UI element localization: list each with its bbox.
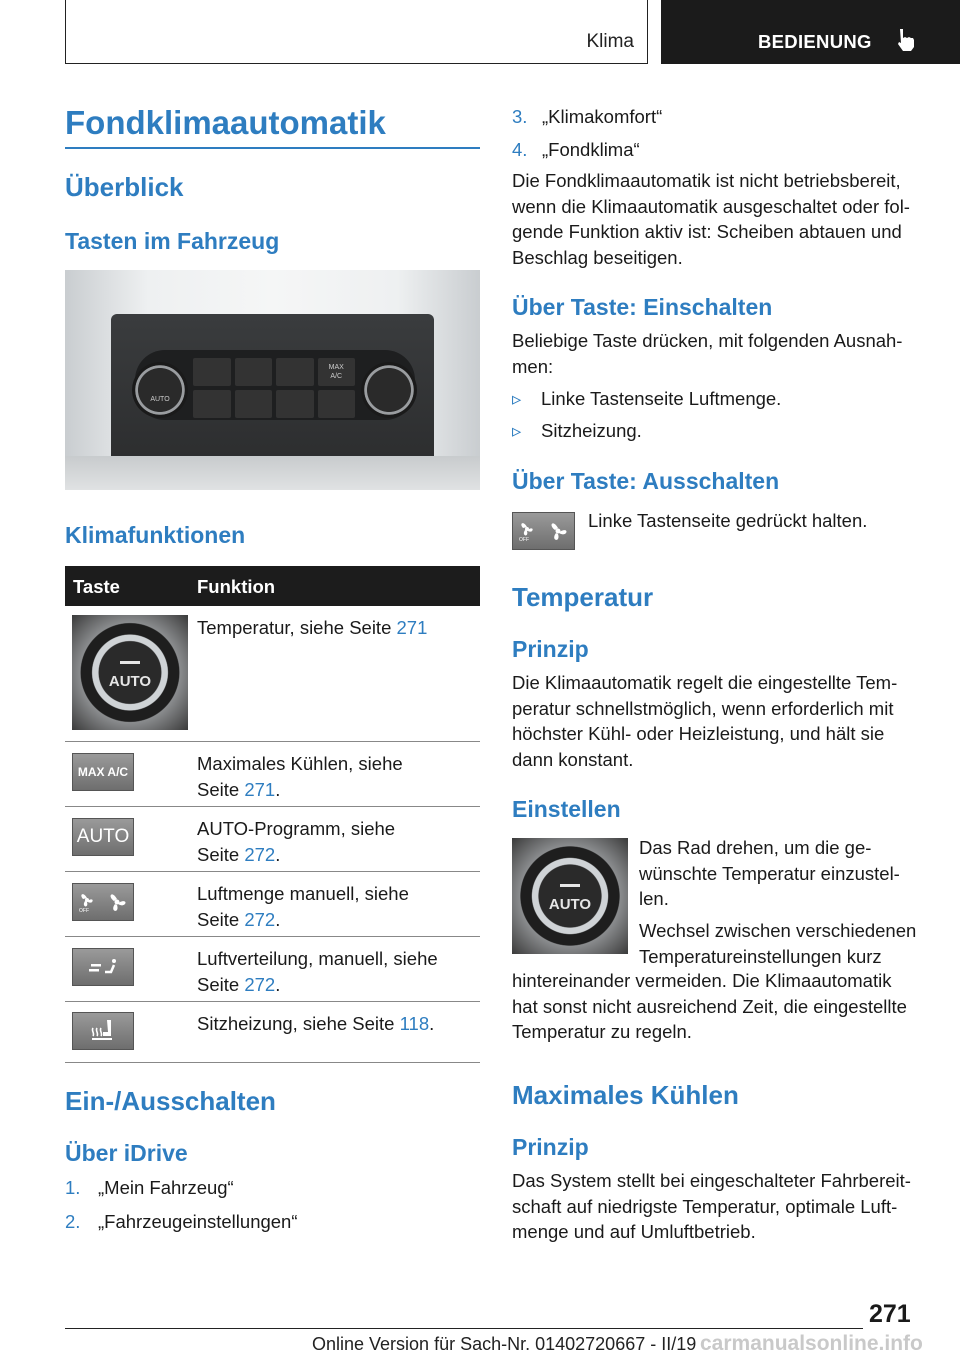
- text-line: Temperatur zu regeln.: [512, 1021, 692, 1042]
- row-max-cool-text: Maximales Kühlen, siehe: [197, 753, 403, 774]
- row-air-distribution-after: .: [275, 973, 281, 995]
- panel-ac-label: A/C: [330, 373, 343, 380]
- principle2-paragraph: [512, 1168, 932, 1245]
- step-item: [65, 1175, 234, 1201]
- onoff-heading: Ein-/Ausschalten: [65, 1086, 276, 1116]
- text-line: Wechsel zwischen verschiedenen: [639, 920, 917, 941]
- step-item: [512, 137, 640, 163]
- step-text: „Fahrzeugeinstellungen“: [98, 1211, 298, 1232]
- row-seat-heating-after: .: [429, 1013, 435, 1034]
- row-fan-text2: Seite: [197, 908, 245, 930]
- functions-table: [65, 566, 480, 1063]
- fan-off-label: OFF: [79, 908, 89, 913]
- col-header-button: Taste: [73, 576, 120, 597]
- panel-auto-label: AUTO: [150, 396, 170, 403]
- text-line: Beliebige Taste drücken, mit folgenden Ausnah-: [512, 330, 903, 351]
- table-row: [65, 606, 480, 742]
- fan-speed-icon: [512, 512, 575, 550]
- header-section-label: Klima: [586, 31, 634, 52]
- page-number: 271: [869, 1300, 911, 1328]
- row-fan-text: Luftmenge manuell, siehe: [197, 883, 409, 904]
- bullet-item: ▹ Sitzheizung.: [512, 418, 642, 444]
- row-max-cool-text2: Seite: [197, 778, 245, 800]
- title-rule: [65, 147, 480, 149]
- buttons-heading: Tasten im Fahrzeug: [65, 228, 280, 254]
- table-row: [65, 742, 480, 807]
- text-line: menge und auf Umluftbetrieb.: [512, 1221, 756, 1242]
- panel-max-label: MAX: [328, 364, 344, 371]
- step-number: 1.: [65, 1177, 81, 1198]
- row-fan-after: .: [275, 908, 281, 930]
- text-line: hintereinander vermeiden. Die Klimaautomatik: [512, 970, 892, 991]
- hand-pointer-icon: [894, 26, 920, 52]
- principle-paragraph: [512, 670, 932, 772]
- text-line: peratur schnellstmöglich, wenn erforderlich mit: [512, 697, 894, 719]
- button-on-heading: Über Taste: Einschalten: [512, 294, 773, 320]
- table-row: [65, 807, 480, 872]
- set-paragraph-2: [639, 918, 916, 969]
- fan-off-label: OFF: [519, 537, 530, 542]
- header-section-tab: [65, 0, 648, 64]
- row-air-distribution-text: Luftverteilung, manuell, siehe: [197, 948, 438, 969]
- text-line: Die Fondklimaautomatik ist nicht betriebsbereit,: [512, 170, 901, 191]
- text-line: Temperatureinstellungen kurz: [639, 945, 882, 967]
- row-temperature-page-link[interactable]: 271: [396, 617, 428, 638]
- principle2-heading: Prinzip: [512, 1134, 589, 1160]
- text-line: men:: [512, 355, 554, 377]
- functions-heading: Klimafunktionen: [65, 522, 246, 548]
- max-cooling-heading: Maximales Kühlen: [512, 1080, 739, 1110]
- row-air-distribution-text2: Seite: [197, 973, 245, 995]
- row-max-cool-page-link[interactable]: 271: [244, 778, 276, 800]
- set-heading: Einstellen: [512, 796, 621, 822]
- text-line: len.: [639, 888, 669, 909]
- temperature-knob-image: [72, 615, 188, 730]
- step-number: 4.: [512, 139, 528, 160]
- row-max-cool-after: .: [275, 778, 281, 800]
- footer-version: Online Version für Sach-Nr. 01402720667 - II/19: [312, 1334, 697, 1354]
- table-row: [65, 1002, 480, 1063]
- not-ready-paragraph: [512, 168, 932, 270]
- row-seat-heating-text: Sitzheizung, siehe Seite: [197, 1013, 400, 1034]
- knob-auto-label: AUTO: [108, 673, 152, 690]
- header-chapter-label: BEDIENUNG: [758, 31, 872, 52]
- step-text: „Klimakomfort“: [542, 106, 663, 127]
- row-fan-page-link[interactable]: 272: [244, 908, 276, 930]
- step-text: „Fondklima“: [542, 139, 640, 160]
- air-distribution-icon: [72, 948, 134, 986]
- set-paragraph: [639, 835, 900, 912]
- principle-heading: Prinzip: [512, 636, 589, 662]
- text-line: wenn die Klimaautomatik ausgeschaltet oder fol-: [512, 195, 910, 217]
- row-seat-heating-page-link[interactable]: 118: [399, 1013, 430, 1034]
- text-line: Beschlag beseitigen.: [512, 246, 683, 268]
- temperature-knob-image: [512, 838, 628, 954]
- text-line: dann konstant.: [512, 748, 634, 770]
- auto-icon-label: AUTO: [76, 826, 130, 847]
- text-line: Das System stellt bei eingeschalteter Fahrbereit-: [512, 1170, 911, 1191]
- idrive-heading: Über iDrive: [65, 1140, 188, 1166]
- text-line: Die Klimaautomatik regelt die eingestellte Tem-: [512, 672, 898, 693]
- auto-icon: [72, 818, 134, 856]
- button-off-text: Linke Tastenseite gedrückt halten.: [588, 510, 868, 531]
- knob-auto-label: AUTO: [548, 896, 592, 913]
- rear-climate-panel-photo: [65, 270, 480, 490]
- row-air-distribution-page-link[interactable]: 272: [244, 973, 276, 995]
- text-line: schaft auf niedrigste Temperatur, optimale Luft-: [512, 1195, 898, 1217]
- text-line: Das Rad drehen, um die ge-: [639, 837, 872, 858]
- step-item: [512, 104, 663, 130]
- row-auto-after: .: [275, 843, 281, 865]
- step-item: [65, 1209, 298, 1235]
- text-line: hat sonst nicht ausreichend Zeit, die eingestellte: [512, 995, 907, 1017]
- row-auto-text2: Seite: [197, 843, 245, 865]
- max-ac-icon-label: MAX A/C: [77, 765, 129, 779]
- text-line: höchster Kühl- oder Heizleistung, und hält sie: [512, 723, 885, 744]
- header-chapter-tab: [661, 0, 960, 64]
- set-paragraph-3: [512, 968, 932, 1045]
- table-header: [65, 566, 480, 606]
- max-ac-icon: [72, 753, 134, 791]
- row-auto-page-link[interactable]: 272: [244, 843, 276, 865]
- page-title: Fondklimaautomatik: [65, 104, 386, 141]
- col-header-function: Funktion: [197, 576, 276, 597]
- step-text: „Mein Fahrzeug“: [98, 1177, 234, 1198]
- seat-heating-icon: [72, 1012, 134, 1050]
- table-row: [65, 937, 480, 1002]
- text-line: wünschte Temperatur einzustel-: [639, 862, 900, 884]
- table-row: [65, 872, 480, 937]
- text-line: gende Funktion aktiv ist: Scheiben abtauen und: [512, 221, 902, 242]
- row-auto-text: AUTO-Programm, siehe: [197, 818, 396, 839]
- button-off-heading: Über Taste: Ausschalten: [512, 468, 780, 494]
- bullet-item: ▹ Linke Tastenseite Luftmenge.: [512, 386, 781, 412]
- fan-speed-icon: [72, 883, 134, 921]
- button-on-paragraph: [512, 328, 932, 379]
- step-number: 2.: [65, 1211, 81, 1232]
- overview-heading: Überblick: [65, 172, 184, 202]
- step-number: 3.: [512, 106, 528, 127]
- row-temperature-text: Temperatur, siehe Seite: [197, 617, 397, 638]
- footer-watermark: carmanualsonline.info: [700, 1332, 923, 1355]
- footer-rule: [65, 1328, 863, 1329]
- temperature-heading: Temperatur: [512, 582, 654, 612]
